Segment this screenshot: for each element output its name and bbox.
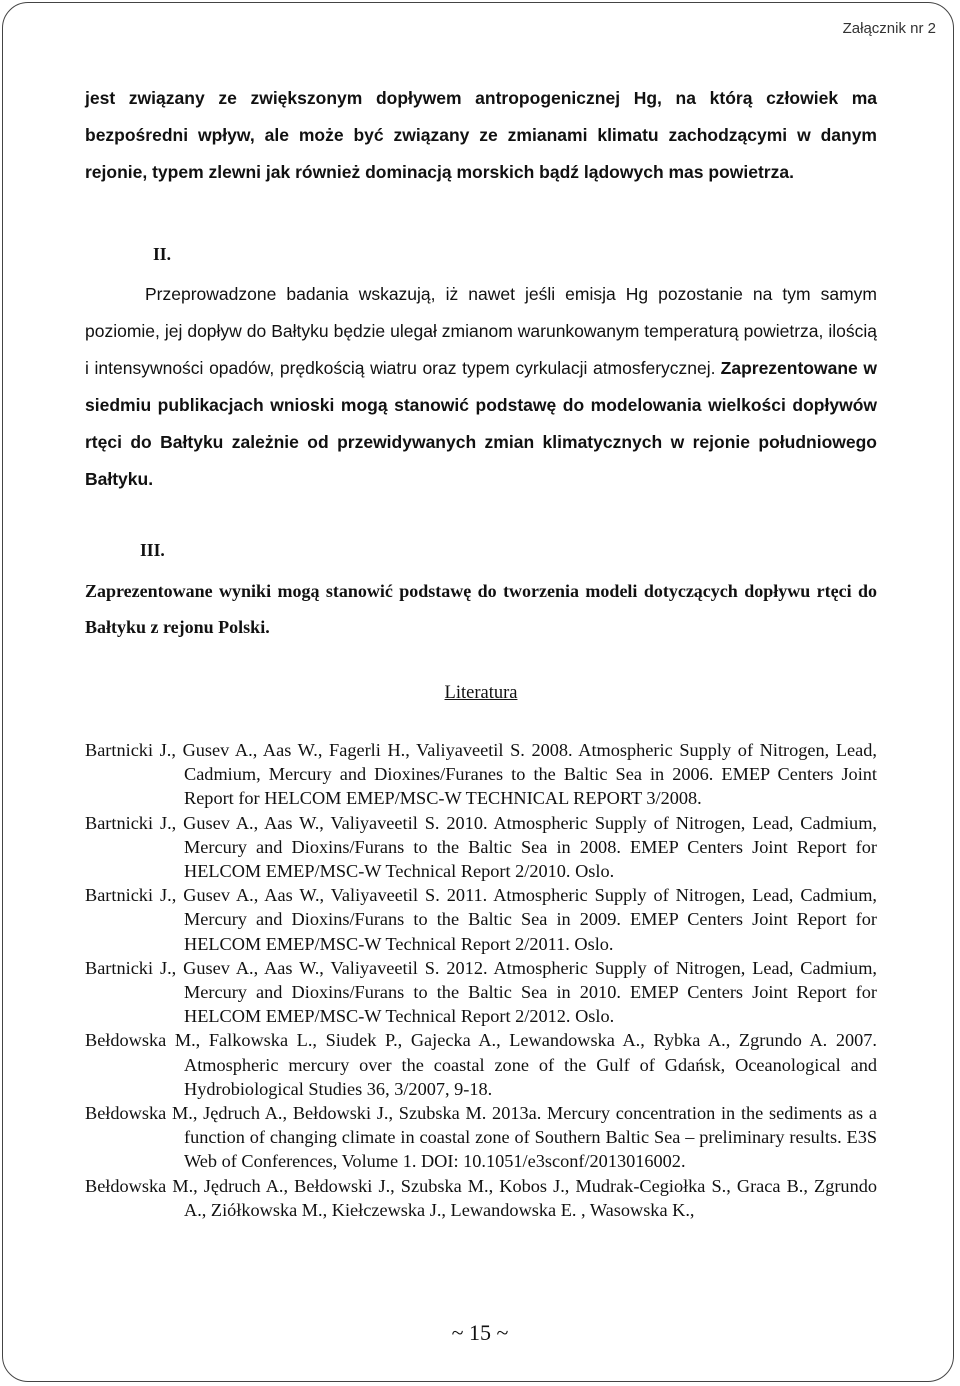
reference-item: Bartnicki J., Gusev A., Aas W., Valiyaveetil S. 2010. Atmospheric Supply of Nitrogen, Lead, Cadmium, Mercury and Dioxins/Furans to the Baltic Sea in 2008. EMEP Centers Joint Report for HELCOM EMEP/MSC-W Technical Report 2/2010. Oslo. [85,812,877,882]
reference-item: Bełdowska M., Falkowska L., Siudek P., Gajecka A., Lewandowska A., Rybka A., Zgrundo A. 2007. Atmospheric mercury over the coastal zone of the Gulf of Gdańsk, Oceanological and Hydrobiological Studies 36, 3/2007, 9-18. [85,1030,877,1099]
section-2-bold-text: Zaprezentowane w siedmiu publikacjach wnioski mogą stanowić podstawę do modelowania wielkości dopływów rtęci do Bałtyku zależnie od przewidywanych zmian klimatycznych w rejonie południowego Bałtyku. [85,358,878,489]
section-2-paragraph [85,276,877,498]
page-number: ~ 15 ~ [451,1320,509,1345]
document-body [85,80,877,1222]
section-3-paragraph: Zaprezentowane wyniki mogą stanowić podstawę do tworzenia modeli dotyczących dopływu rtęci do Bałtyku z rejonu Polski. [85,581,877,637]
reference-item: Bartnicki J., Gusev A., Aas W., Fagerli H., Valiyaveetil S. 2008. Atmospheric Supply of Nitrogen, Lead, Cadmium, Mercury and Dioxines/Furanes to the Baltic Sea in 2006. EMEP Centers Joint Report for HELCOM EMEP/MSC-W TECHNICAL REPORT 3/2008. [85,740,877,809]
reference-list [85,738,877,1222]
section-3-number: III. [140,540,165,560]
reference-item: Bełdowska M., Jędruch A., Bełdowski J., Szubska M. 2013a. Mercury concentration in the sediments as a function of changing climate in coastal zone of Southern Baltic Sea – preliminary results. E3S Web of Conferences, Volume 1. DOI: 10.1051/e3sconf/2013016002. [85,1103,877,1172]
reference-item: Bartnicki J., Gusev A., Aas W., Valiyaveetil S. 2012. Atmospheric Supply of Nitrogen, Lead, Cadmium, Mercury and Dioxins/Furans to the Baltic Sea in 2010. EMEP Centers Joint Report for HELCOM EMEP/MSC-W Technical Report 2/2012. Oslo. [85,957,877,1027]
section-2-regular-text: Przeprowadzone badania wskazują, iż nawet jeśli emisja Hg pozostanie na tym samym poziomie, jej dopływ do Bałtyku będzie ulegał zmianom warunkowanym temperaturą powietrza, ilością i intensywności opadów, prędkością wiatru oraz typem cyrkulacji atmosferycznej. [85,284,877,378]
section-2-number: II. [153,244,171,264]
literature-heading: Literatura [444,683,518,703]
paragraph-1: jest związany ze zwiększonym dopływem antropogenicznej Hg, na którą człowiek ma bezpośredni wpływ, ale może być związany ze zmianami klimatu zachodzącymi w danym rejonie, typem zlewni jak również dominacją morskich bądź lądowych mas powietrza. [85,88,877,182]
reference-item: Bartnicki J., Gusev A., Aas W., Valiyaveetil S. 2011. Atmospheric Supply of Nitrogen, Lead, Cadmium, Mercury and Dioxins/Furans to the Baltic Sea in 2009. EMEP Centers Joint Report for HELCOM EMEP/MSC-W Technical Report 2/2011. Oslo. [85,885,877,954]
reference-item: Bełdowska M., Jędruch A., Bełdowski J., Szubska M., Kobos J., Mudrak-Cegiołka S., Graca B., Zgrundo A., Ziółkowska M., Kiełczewska J., Lewandowska E. , Wasowska K., [85,1175,877,1220]
attachment-label: Załącznik nr 2 [842,20,936,37]
